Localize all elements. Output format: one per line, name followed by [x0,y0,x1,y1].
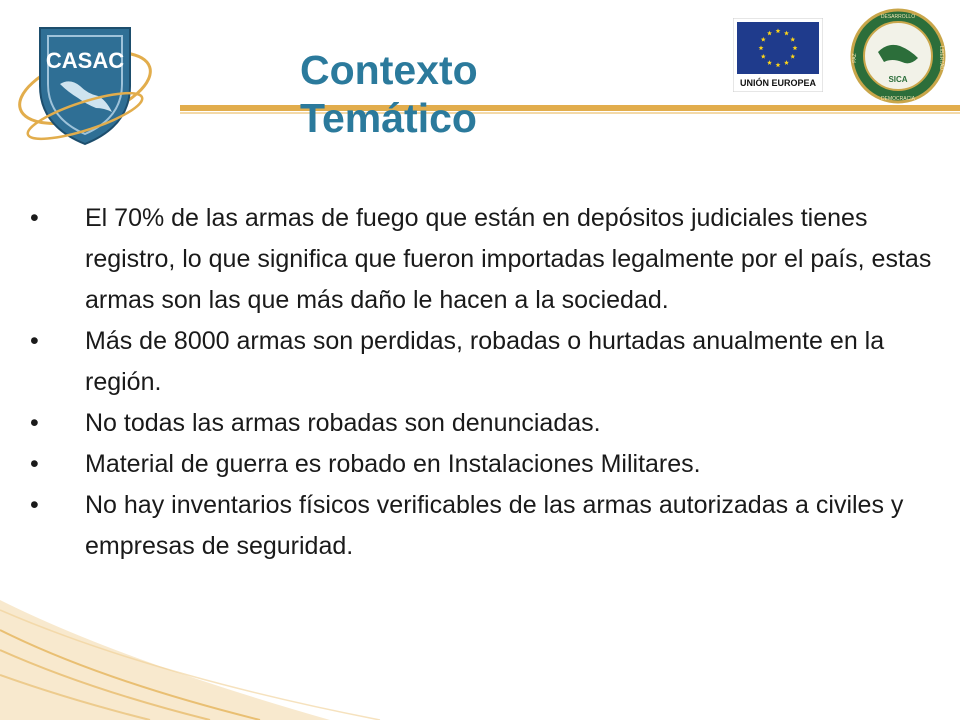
header-divider-light [180,112,960,114]
bullet-marker: • [30,409,39,437]
casac-logo-text: CASAC [45,48,125,73]
bullet-text: Material de guerra es robado en Instalaciones Militares. [85,450,701,478]
bullet-text: El 70% de las armas de fuego que están en depósitos judiciales tienes registro, lo que significa que fueron importadas legalmente por el país, estas armas son las que más daño le hacen a la sociedad. [85,204,932,314]
bullet-text: No hay inventarios físicos verificables de las armas autorizadas a civiles y empresas de seguridad. [85,491,904,560]
bullet-list [30,198,940,567]
bullet-marker: • [30,491,39,519]
sica-ring-word-right: LIBERTAD [938,46,944,70]
slide-title [300,46,540,142]
bullet-text: Más de 8000 armas son perdidas, robadas o hurtadas anualmente en la región. [85,327,885,396]
sica-ring-word-left: PAZ [852,53,858,63]
eu-logo-text: UNIÓN EUROPEA [739,78,817,88]
bullet-marker: • [30,327,39,355]
sica-ring-word-bottom: DEMOCRACIA [881,96,915,102]
casac-logo [10,16,160,151]
decorative-waves [0,580,960,720]
bullet-item [30,198,940,321]
title-line-2: Temático [300,95,477,141]
bullet-item [30,321,940,403]
bullet-item [30,444,940,485]
eu-logo [733,18,823,92]
title-line-1: Contexto [300,47,478,93]
bullet-text: No todas las armas robadas son denunciadas. [85,409,601,437]
bullet-marker: • [30,204,39,232]
header-divider [180,105,960,111]
bullet-item [30,403,940,444]
sica-logo-text: SICA [888,75,908,84]
bullet-item [30,485,940,567]
sica-ring-word-top: DESARROLLO [880,14,916,20]
bullet-marker: • [30,450,39,478]
sica-seal [848,6,948,106]
